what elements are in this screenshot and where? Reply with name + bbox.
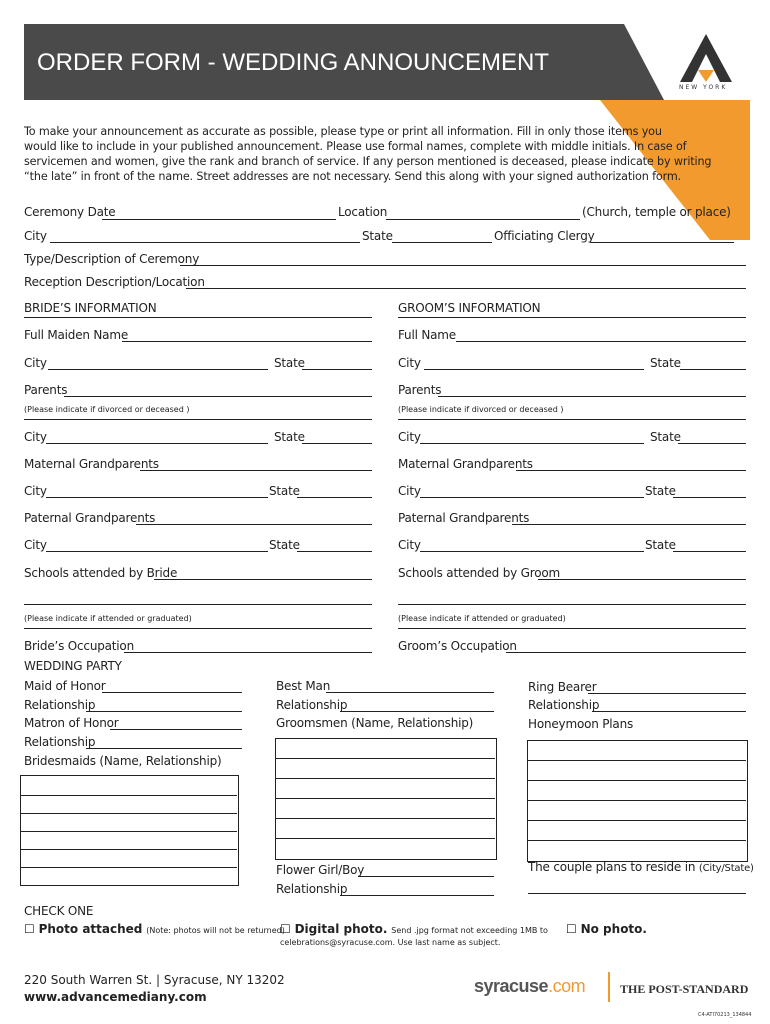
bride-paternal-city-field[interactable] — [46, 551, 268, 552]
groomsmen-label: Groomsmen (Name, Relationship) — [276, 716, 474, 730]
groom-paternal-field[interactable] — [512, 524, 746, 525]
reception-field[interactable] — [186, 288, 746, 289]
ceremony-type-label: Type/Description of Ceremony — [24, 252, 200, 266]
ceremony-date-field[interactable] — [102, 219, 336, 220]
location-label: Location — [338, 205, 388, 219]
groom-city-label: City — [398, 356, 421, 370]
groomsmen-row-line — [276, 798, 495, 799]
bride-maternal-label: Maternal Grandparents — [24, 457, 159, 471]
groom-schools-field[interactable] — [538, 579, 746, 580]
bride-heading: BRIDE’S INFORMATION — [24, 301, 157, 315]
bride-heading-rule — [24, 317, 372, 318]
post-standard-logo: THE POST-STANDARD — [620, 982, 749, 996]
reside-hint: (City/State) — [698, 863, 754, 874]
location-hint: (Church, temple or place) — [582, 205, 731, 219]
groom-schools-label: Schools attended by Groom — [398, 566, 560, 580]
groom-maternal-field[interactable] — [516, 470, 746, 471]
groom-paternal-label: Paternal Grandparents — [398, 511, 530, 525]
bridesmaids-row-line — [21, 849, 237, 850]
bride-parents-note: (Please indicate if divorced or deceased ) — [24, 405, 190, 414]
flower-girl-relationship-field[interactable] — [340, 895, 494, 896]
logo-text: NEW YORK — [679, 84, 728, 91]
logo-divider — [608, 972, 610, 1002]
ring-bearer-relationship-field[interactable] — [592, 711, 746, 712]
bride-paternal-state-field[interactable] — [297, 551, 372, 552]
matron-relationship-field[interactable] — [86, 748, 242, 749]
ring-bearer-field[interactable] — [588, 693, 746, 694]
location-field[interactable] — [386, 219, 580, 220]
logo-a-icon — [676, 32, 736, 84]
wedding-party-heading: WEDDING PARTY — [24, 659, 122, 673]
bridesmaids-row-line — [21, 831, 237, 832]
bride-parents-rule — [24, 419, 372, 420]
groom-paternal-city-field[interactable] — [420, 551, 644, 552]
best-man-relationship-label: Relationship — [276, 698, 348, 712]
photo-attached-option[interactable]: ☐ Photo attached (Note: photos will not be returned) — [24, 922, 285, 936]
maid-label: Maid of Honor — [24, 679, 106, 693]
syracuse-logo: syracuse.com — [474, 976, 586, 996]
footer-website[interactable]: www.advancemediany.com — [24, 990, 207, 1004]
bridesmaids-row-line — [21, 795, 237, 796]
best-man-relationship-field[interactable] — [340, 711, 494, 712]
groom-parents-state-field[interactable] — [678, 443, 746, 444]
bride-parents-state-label: State — [274, 430, 305, 444]
honeymoon-label: Honeymoon Plans — [528, 717, 634, 731]
bride-parents-state-field[interactable] — [302, 443, 372, 444]
ceremony-city-field[interactable] — [50, 242, 360, 243]
groom-schools-rule — [398, 628, 746, 629]
groomsmen-row-line — [276, 838, 495, 839]
flower-girl-relationship-label: Relationship — [276, 882, 348, 896]
bride-parents-city-field[interactable] — [46, 443, 268, 444]
bride-paternal-label: Paternal Grandparents — [24, 511, 156, 525]
groom-heading: GROOM’S INFORMATION — [398, 301, 541, 315]
groom-city-field[interactable] — [424, 369, 644, 370]
bride-city-field[interactable] — [48, 369, 268, 370]
honeymoon-row-line — [528, 800, 746, 801]
bridesmaids-row-line — [21, 813, 237, 814]
groom-state-label: State — [650, 356, 681, 370]
best-man-label: Best Man — [276, 679, 331, 693]
reside-field[interactable] — [528, 893, 746, 894]
bride-schools-note: (Please indicate if attended or graduated) — [24, 614, 192, 623]
groom-maternal-city-field[interactable] — [420, 497, 644, 498]
bride-name-field[interactable] — [122, 341, 372, 342]
bride-schools-label: Schools attended by Bride — [24, 566, 178, 580]
bride-maternal-field[interactable] — [140, 470, 372, 471]
reside-label: The couple plans to reside in (City/State) — [528, 860, 754, 874]
honeymoon-row-line — [528, 840, 746, 841]
bride-occupation-label: Bride’s Occupation — [24, 639, 134, 653]
bride-paternal-city-label: City — [24, 538, 47, 552]
bride-parents-field[interactable] — [64, 396, 372, 397]
groom-name-label: Full Name — [398, 328, 456, 342]
groom-schools-field-2[interactable] — [398, 604, 746, 605]
groom-parents-note: (Please indicate if divorced or deceased ) — [398, 405, 564, 414]
groom-name-field[interactable] — [456, 341, 746, 342]
bride-maternal-state-label: State — [269, 484, 300, 498]
bridesmaids-row-line — [21, 867, 237, 868]
intro-text: To make your announcement as accurate as possible, please type or print all information. Fill in only those items you would like to include in your published announcement. Please use formal names, complete with middle initials. In case of servicemen and women, give the rank and branch of service. If any person mentioned is deceased, please indicate by writing “the late” in front of the name. Street addresses are not necessary. Send this along with your signed authorization form. — [24, 125, 712, 183]
best-man-field[interactable] — [326, 692, 494, 693]
digital-note-2: celebrations@syracuse.com. Use last name as subject. — [280, 938, 501, 947]
groom-schools-note: (Please indicate if attended or graduated) — [398, 614, 566, 623]
bride-parents-city-label: City — [24, 430, 47, 444]
bride-city-label: City — [24, 356, 47, 370]
bride-paternal-state-label: State — [269, 538, 300, 552]
officiating-label: Officiating Clergy — [494, 229, 595, 243]
maid-field[interactable] — [102, 692, 242, 693]
photo-note: (Note: photos will not be returned) — [146, 926, 285, 935]
groom-parents-label: Parents — [398, 383, 442, 397]
groom-occupation-label: Groom’s Occupation — [398, 639, 517, 653]
bride-name-label: Full Maiden Name — [24, 328, 128, 342]
digital-note: Send .jpg format not exceeding 1MB to — [391, 926, 548, 935]
groom-heading-rule — [398, 317, 746, 318]
groom-paternal-state-label: State — [645, 538, 676, 552]
groom-parents-field[interactable] — [438, 396, 746, 397]
form-code: C4-ATI70213_134844 — [698, 1012, 752, 1018]
flower-girl-label: Flower Girl/Boy — [276, 863, 365, 877]
groom-maternal-label: Maternal Grandparents — [398, 457, 533, 471]
ceremony-date-label: Ceremony Date — [24, 205, 116, 219]
flower-girl-field[interactable] — [358, 876, 494, 877]
groomsmen-row-line — [276, 818, 495, 819]
ceremony-type-field[interactable] — [180, 265, 746, 266]
groom-parents-rule — [398, 419, 746, 420]
bride-maternal-city-field[interactable] — [46, 497, 268, 498]
maid-relationship-field[interactable] — [86, 711, 242, 712]
groomsmen-row-line — [276, 778, 495, 779]
groom-state-field[interactable] — [680, 369, 746, 370]
bride-parents-label: Parents — [24, 383, 68, 397]
groom-occupation-field[interactable] — [506, 652, 746, 653]
bride-schools-field-2[interactable] — [24, 604, 372, 605]
groom-maternal-state-field[interactable] — [673, 497, 746, 498]
checkbox-icon[interactable]: ☐ — [24, 922, 35, 936]
checkbox-icon[interactable]: ☐ — [280, 922, 291, 936]
honeymoon-row-line — [528, 780, 746, 781]
ceremony-state-label: State — [362, 229, 393, 243]
bride-schools-rule — [24, 628, 372, 629]
groom-parents-city-field[interactable] — [420, 443, 644, 444]
footer-address: 220 South Warren St. | Syracuse, NY 13202 — [24, 973, 285, 987]
reception-label: Reception Description/Location — [24, 275, 205, 289]
honeymoon-row-line — [528, 820, 746, 821]
honeymoon-table[interactable] — [527, 740, 748, 862]
groom-parents-city-label: City — [398, 430, 421, 444]
matron-relationship-label: Relationship — [24, 735, 96, 749]
no-photo-option[interactable]: ☐ No photo. — [566, 922, 647, 936]
bride-state-field[interactable] — [302, 369, 372, 370]
bride-state-label: State — [274, 356, 305, 370]
groomsmen-table[interactable] — [275, 738, 497, 860]
checkbox-icon[interactable]: ☐ — [566, 922, 577, 936]
bride-paternal-field[interactable] — [136, 524, 372, 525]
groom-maternal-state-label: State — [645, 484, 676, 498]
ceremony-state-field[interactable] — [392, 242, 492, 243]
honeymoon-row-line — [528, 760, 746, 761]
bride-maternal-city-label: City — [24, 484, 47, 498]
groom-paternal-city-label: City — [398, 538, 421, 552]
check-one-heading: CHECK ONE — [24, 904, 94, 918]
officiating-field[interactable] — [590, 242, 734, 243]
bridesmaids-label: Bridesmaids (Name, Relationship) — [24, 754, 222, 768]
groomsmen-row-line — [276, 758, 495, 759]
digital-photo-option[interactable]: ☐ Digital photo. Send .jpg format not exceeding 1MB to — [280, 922, 548, 936]
page-title: ORDER FORM - WEDDING ANNOUNCEMENT — [37, 49, 549, 76]
groom-maternal-city-label: City — [398, 484, 421, 498]
bride-occupation-field[interactable] — [124, 652, 372, 653]
groom-parents-state-label: State — [650, 430, 681, 444]
ceremony-city-label: City — [24, 229, 47, 243]
matron-label: Matron of Honor — [24, 716, 119, 730]
ring-bearer-relationship-label: Relationship — [528, 698, 600, 712]
matron-field[interactable] — [110, 729, 242, 730]
bride-maternal-state-field[interactable] — [297, 497, 372, 498]
bride-schools-field[interactable] — [154, 579, 372, 580]
maid-relationship-label: Relationship — [24, 698, 96, 712]
groom-paternal-state-field[interactable] — [673, 551, 746, 552]
ring-bearer-label: Ring Bearer — [528, 680, 597, 694]
